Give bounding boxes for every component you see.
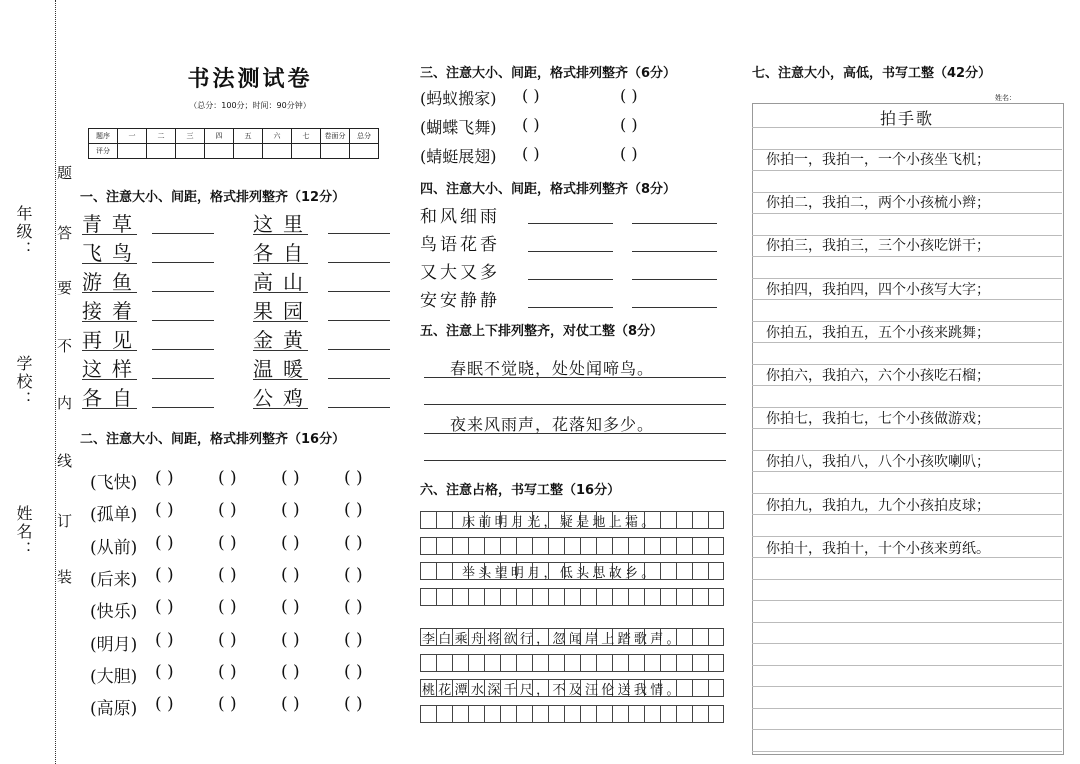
poem-line: 你拍六，我拍六，六个小孩吃石榴； <box>766 368 990 384</box>
section5-heading: 五、注意上下排列整齐，对仗工整（8分） <box>420 324 664 339</box>
writing-line[interactable] <box>424 460 726 461</box>
ruled-line <box>752 751 1062 752</box>
grid-cell[interactable] <box>532 705 548 723</box>
grid-cell[interactable] <box>708 511 724 529</box>
grid-cell[interactable] <box>484 588 500 606</box>
writing-blank[interactable] <box>152 232 214 234</box>
ruled-line <box>752 686 1062 687</box>
grid-cell[interactable] <box>580 705 596 723</box>
grid-cell[interactable] <box>436 654 452 672</box>
grid-cell[interactable] <box>676 654 692 672</box>
poem-line: 你拍二，我拍二，两个小孩梳小辫； <box>766 195 990 212</box>
writing-blank[interactable] <box>328 261 390 263</box>
binding-char: 装 <box>57 568 73 586</box>
grid-cell[interactable] <box>532 537 548 555</box>
grid-cell[interactable] <box>420 562 436 580</box>
school-label: 学校： <box>14 355 33 409</box>
score-cell[interactable] <box>118 144 147 159</box>
grid-cell[interactable] <box>452 654 468 672</box>
binding-char: 不 <box>57 337 73 355</box>
answer-parentheses[interactable]: ( ) <box>522 86 540 105</box>
grade-label: 年级： <box>14 205 33 259</box>
grid-cell[interactable] <box>564 537 580 555</box>
grid-cell[interactable] <box>468 705 484 723</box>
grid-cell[interactable] <box>692 705 708 723</box>
grid-cell[interactable] <box>628 654 644 672</box>
score-table <box>88 128 379 159</box>
section4-heading: 四、注意大小、间距，格式排列整齐（8分） <box>420 182 677 197</box>
practice-word: 各自 <box>82 382 137 409</box>
answer-parentheses[interactable]: ( ) <box>281 597 300 618</box>
ruled-line <box>752 256 1062 257</box>
answer-parentheses[interactable]: ( ) <box>281 694 300 715</box>
grid-cell[interactable] <box>692 537 708 555</box>
ruled-line <box>752 579 1062 580</box>
ruled-line <box>752 536 1062 537</box>
practice-word: (快乐) <box>90 602 138 623</box>
grid-cell[interactable] <box>660 588 676 606</box>
practice-word: (高原) <box>90 699 138 720</box>
grid-cell[interactable] <box>628 588 644 606</box>
writing-line[interactable] <box>424 377 726 378</box>
grid-cell[interactable] <box>548 705 564 723</box>
score-header-cell: 二 <box>147 129 176 144</box>
ruled-line <box>752 665 1062 666</box>
grid-cell[interactable] <box>452 705 468 723</box>
answer-parentheses[interactable]: ( ) <box>281 468 300 488</box>
answer-parentheses[interactable]: ( ) <box>218 597 237 618</box>
practice-word: (蚂蚁搬家) <box>420 89 497 108</box>
answer-parentheses[interactable]: ( ) <box>281 661 300 682</box>
answer-parentheses[interactable]: ( ) <box>218 629 237 650</box>
grid-cell[interactable] <box>660 705 676 723</box>
grid-cell[interactable] <box>692 511 708 529</box>
answer-parentheses[interactable]: ( ) <box>281 629 300 650</box>
grid-cell[interactable] <box>436 562 452 580</box>
score-header-cell: 一 <box>118 129 147 144</box>
grid-cell[interactable] <box>596 537 612 555</box>
ruled-line <box>752 493 1062 494</box>
section1-heading: 一、注意大小、间距，格式排列整齐（12分） <box>80 190 346 205</box>
grid-cell[interactable] <box>628 705 644 723</box>
answer-parentheses[interactable]: ( ) <box>218 468 237 488</box>
page-title: 书法测试卷 <box>187 67 313 92</box>
grid-cell[interactable] <box>500 654 516 672</box>
character-grid-row[interactable] <box>420 654 724 672</box>
writing-blank[interactable] <box>528 278 613 280</box>
writing-line[interactable] <box>424 404 726 405</box>
score-header-cell: 总分 <box>350 129 379 144</box>
writing-blank[interactable] <box>328 290 390 292</box>
grid-cell[interactable] <box>596 588 612 606</box>
ruled-line <box>752 643 1062 644</box>
poem-line: 你拍三，我拍三，三个小孩吃饼干； <box>766 238 990 255</box>
section7-name-label: 姓名： <box>995 94 1016 102</box>
writing-blank[interactable] <box>152 319 214 321</box>
score-cell[interactable] <box>350 144 379 159</box>
score-header-cell: 五 <box>234 129 263 144</box>
grid-cell[interactable] <box>692 628 708 646</box>
character-grid-row[interactable] <box>420 537 724 555</box>
grid-cell[interactable] <box>484 537 500 555</box>
grid-cell[interactable] <box>612 537 628 555</box>
grid-cell[interactable] <box>580 588 596 606</box>
grid-cell[interactable] <box>708 628 724 646</box>
answer-parentheses[interactable]: ( ) <box>620 144 638 163</box>
grid-cell[interactable] <box>436 511 452 529</box>
score-cell[interactable] <box>263 144 292 159</box>
grid-cell[interactable] <box>692 562 708 580</box>
grid-cell[interactable] <box>516 654 532 672</box>
answer-parentheses[interactable]: ( ) <box>155 661 174 682</box>
grid-cell[interactable] <box>500 537 516 555</box>
practice-word: 公鸡 <box>253 382 308 409</box>
grid-cell[interactable] <box>676 537 692 555</box>
binding-char: 订 <box>57 512 73 530</box>
grid-cell[interactable] <box>548 537 564 555</box>
grid-cell[interactable] <box>468 588 484 606</box>
practice-word: 接着 <box>82 295 137 322</box>
practice-word: 各自 <box>253 237 308 264</box>
writing-blank[interactable] <box>152 377 214 379</box>
writing-blank[interactable] <box>632 278 717 280</box>
section5-line: 春眠不觉晓，处处闻啼鸟。 <box>450 359 655 378</box>
score-header-cell: 卷面分 <box>321 129 350 144</box>
grid-cell[interactable] <box>692 679 708 697</box>
answer-parentheses[interactable]: ( ) <box>344 564 363 585</box>
grid-cell[interactable] <box>580 654 596 672</box>
grid-cell[interactable] <box>644 588 660 606</box>
grid-cell[interactable] <box>708 562 724 580</box>
ruled-line <box>752 170 1062 171</box>
ruled-line <box>752 127 1062 128</box>
grid-cell[interactable] <box>420 654 436 672</box>
writing-blank[interactable] <box>528 222 613 224</box>
practice-word: 青草 <box>82 208 137 235</box>
answer-parentheses[interactable]: ( ) <box>281 564 300 585</box>
practice-word: 这样 <box>82 353 137 380</box>
practice-word: 高山 <box>253 266 308 293</box>
grid-cell[interactable] <box>484 705 500 723</box>
grid-cell[interactable] <box>692 588 708 606</box>
writing-blank[interactable] <box>328 232 390 234</box>
practice-word: 果园 <box>253 295 308 322</box>
grid-cell[interactable] <box>708 679 724 697</box>
answer-parentheses[interactable]: ( ) <box>155 468 174 488</box>
grid-cell[interactable] <box>564 588 580 606</box>
name-label: 姓名： <box>14 505 33 559</box>
ruled-line <box>752 213 1062 214</box>
answer-parentheses[interactable]: ( ) <box>218 694 237 715</box>
grid-cell[interactable] <box>548 654 564 672</box>
practice-word: (孤单) <box>90 505 138 526</box>
poem-line: 你拍十，我拍十，十个小孩来剪纸。 <box>766 540 990 557</box>
binding-char: 要 <box>57 279 73 297</box>
writing-blank[interactable] <box>528 250 613 252</box>
score-cell[interactable] <box>292 144 321 159</box>
score-row-label: 评分 <box>89 144 118 159</box>
answer-parentheses[interactable]: ( ) <box>522 115 540 134</box>
practice-word: (飞快) <box>90 473 138 493</box>
answer-parentheses[interactable]: ( ) <box>218 661 237 682</box>
poem-line: 你拍八，我拍八，八个小孩吹喇叭； <box>766 454 990 471</box>
grid-cell[interactable] <box>660 562 676 580</box>
grid-cell[interactable] <box>500 588 516 606</box>
writing-blank[interactable] <box>328 377 390 379</box>
binding-char: 题 <box>57 164 73 182</box>
practice-word: 这里 <box>253 208 308 235</box>
score-header-cell: 六 <box>263 129 292 144</box>
score-header-cell: 七 <box>292 129 321 144</box>
grid-cell[interactable] <box>516 705 532 723</box>
practice-word: 游鱼 <box>82 266 137 293</box>
practice-word: 和风细雨 <box>420 207 500 227</box>
answer-parentheses[interactable]: ( ) <box>155 597 174 618</box>
writing-blank[interactable] <box>632 222 717 224</box>
grid-cell[interactable] <box>564 705 580 723</box>
practice-word: (从前) <box>90 537 138 558</box>
grid-cell[interactable] <box>676 562 692 580</box>
section5-line: 夜来风雨声，花落知多少。 <box>450 415 655 434</box>
grid-cell[interactable] <box>612 588 628 606</box>
answer-parentheses[interactable]: ( ) <box>344 468 363 488</box>
score-cell[interactable] <box>147 144 176 159</box>
answer-parentheses[interactable]: ( ) <box>344 532 363 553</box>
grid-cell[interactable] <box>436 588 452 606</box>
grid-cell[interactable] <box>644 537 660 555</box>
answer-parentheses[interactable]: ( ) <box>344 629 363 650</box>
writing-blank[interactable] <box>528 306 613 308</box>
grid-cell[interactable] <box>436 537 452 555</box>
writing-blank[interactable] <box>632 250 717 252</box>
grid-cell[interactable] <box>708 705 724 723</box>
poem-line: 你拍七，我拍七，七个小孩做游戏； <box>766 411 990 428</box>
answer-parentheses[interactable]: ( ) <box>281 532 300 553</box>
practice-word: (蜻蜓展翅) <box>420 147 497 166</box>
score-header-cell: 四 <box>205 129 234 144</box>
grid-cell[interactable] <box>516 537 532 555</box>
grid-cell[interactable] <box>692 654 708 672</box>
grid-cell[interactable] <box>612 705 628 723</box>
grid-cell[interactable] <box>596 654 612 672</box>
binding-line <box>55 0 56 764</box>
poem-line: 你拍五，我拍五，五个小孩来跳舞； <box>766 324 990 341</box>
grid-cell[interactable] <box>708 537 724 555</box>
score-cell[interactable] <box>205 144 234 159</box>
grid-cell[interactable] <box>532 654 548 672</box>
practice-word: 鸟语花香 <box>420 235 500 255</box>
grid-cell[interactable] <box>452 588 468 606</box>
answer-parentheses[interactable]: ( ) <box>155 694 174 715</box>
answer-parentheses[interactable]: ( ) <box>620 86 638 105</box>
grid-cell[interactable] <box>484 654 500 672</box>
ruled-line <box>752 385 1062 386</box>
grid-cell[interactable] <box>420 705 436 723</box>
writing-line[interactable] <box>424 433 726 434</box>
grid-cell[interactable] <box>564 654 580 672</box>
writing-blank[interactable] <box>152 406 214 408</box>
practice-word: 又大又多 <box>420 263 500 283</box>
grid-cell[interactable] <box>420 588 436 606</box>
answer-parentheses[interactable]: ( ) <box>155 564 174 585</box>
character-grid-row[interactable] <box>420 705 724 723</box>
grid-cell[interactable] <box>548 588 564 606</box>
writing-blank[interactable] <box>328 348 390 350</box>
grid-cell[interactable] <box>516 588 532 606</box>
grid-cell[interactable] <box>468 537 484 555</box>
character-grid-row[interactable] <box>420 588 724 606</box>
score-cell[interactable] <box>176 144 205 159</box>
grid-cell[interactable] <box>660 511 676 529</box>
grid-cell[interactable] <box>532 588 548 606</box>
writing-blank[interactable] <box>328 406 390 408</box>
grid-cell[interactable] <box>436 705 452 723</box>
page-subtitle: （总分：100分；时间：90分钟） <box>189 101 311 110</box>
grid-cell[interactable] <box>580 537 596 555</box>
answer-parentheses[interactable]: ( ) <box>344 661 363 682</box>
ruled-line <box>752 622 1062 623</box>
answer-parentheses[interactable]: ( ) <box>218 500 237 521</box>
score-cell[interactable] <box>234 144 263 159</box>
ruled-line <box>752 342 1062 343</box>
score-cell[interactable] <box>321 144 350 159</box>
ruled-line <box>752 299 1062 300</box>
practice-word: 金黄 <box>253 324 308 351</box>
grid-cell[interactable] <box>468 654 484 672</box>
grid-poem-line: 李白乘舟将欲行，忽闻岸上踏歌声。 <box>422 632 683 647</box>
section7-heading: 七、注意大小，高低，书写工整（42分） <box>752 66 992 81</box>
answer-parentheses[interactable]: ( ) <box>155 500 174 521</box>
section6-heading: 六、注意占格，书写工整（16分） <box>420 483 621 498</box>
grid-cell[interactable] <box>612 654 628 672</box>
answer-parentheses[interactable]: ( ) <box>620 115 638 134</box>
ruled-line <box>752 600 1062 601</box>
practice-word: 安安静静 <box>420 291 500 311</box>
grid-cell[interactable] <box>676 511 692 529</box>
grid-cell[interactable] <box>644 705 660 723</box>
grid-cell[interactable] <box>676 705 692 723</box>
practice-word: (大胆) <box>90 666 138 687</box>
grid-cell[interactable] <box>628 537 644 555</box>
grid-cell[interactable] <box>660 654 676 672</box>
answer-parentheses[interactable]: ( ) <box>281 500 300 521</box>
section2-heading: 二、注意大小、间距，格式排列整齐（16分） <box>80 432 346 447</box>
grid-cell[interactable] <box>500 705 516 723</box>
writing-blank[interactable] <box>152 348 214 350</box>
grid-poem-line: 床前明月光，疑是地上霜。 <box>462 515 658 530</box>
grid-cell[interactable] <box>420 511 436 529</box>
section3-heading: 三、注意大小、间距，格式排列整齐（6分） <box>420 66 677 81</box>
answer-parentheses[interactable]: ( ) <box>155 532 174 553</box>
ruled-line <box>752 708 1062 709</box>
grid-cell[interactable] <box>708 588 724 606</box>
grid-cell[interactable] <box>452 537 468 555</box>
score-header-cell: 题序 <box>89 129 118 144</box>
writing-blank[interactable] <box>328 319 390 321</box>
ruled-line <box>752 729 1062 730</box>
answer-parentheses[interactable]: ( ) <box>522 144 540 163</box>
binding-char: 答 <box>57 224 73 242</box>
answer-parentheses[interactable]: ( ) <box>155 629 174 650</box>
poem-line: 你拍一，我拍一，一个小孩坐飞机； <box>766 152 990 168</box>
practice-word: (后来) <box>90 569 138 590</box>
practice-word: 再见 <box>82 324 137 351</box>
score-header-cell: 三 <box>176 129 205 144</box>
writing-blank[interactable] <box>152 261 214 263</box>
writing-blank[interactable] <box>632 306 717 308</box>
poem-line: 你拍四，我拍四，四个小孩写大字； <box>766 281 990 298</box>
answer-parentheses[interactable]: ( ) <box>218 532 237 553</box>
binding-char: 内 <box>57 394 73 412</box>
answer-parentheses[interactable]: ( ) <box>344 500 363 521</box>
practice-word: 温暖 <box>253 353 308 380</box>
ruled-line <box>752 450 1062 451</box>
practice-word: (明月) <box>90 634 138 655</box>
poem-line: 你拍九，我拍九，九个小孩拍皮球； <box>766 497 990 514</box>
grid-cell[interactable] <box>596 705 612 723</box>
practice-word: (蝴蝶飞舞) <box>420 118 497 137</box>
grid-poem-line: 举头望明月，低头思故乡。 <box>462 566 658 581</box>
grid-poem-line: 桃花潭水深千尺，不及汪伦送我情。 <box>422 683 683 698</box>
grid-cell[interactable] <box>708 654 724 672</box>
poem-title: 拍手歌 <box>880 109 935 128</box>
answer-parentheses[interactable]: ( ) <box>344 694 363 715</box>
practice-word: 飞鸟 <box>82 237 137 264</box>
answer-parentheses[interactable]: ( ) <box>218 564 237 585</box>
answer-parentheses[interactable]: ( ) <box>344 597 363 618</box>
binding-char: 线 <box>57 452 73 470</box>
grid-cell[interactable] <box>420 537 436 555</box>
grid-cell[interactable] <box>676 588 692 606</box>
writing-blank[interactable] <box>152 290 214 292</box>
grid-cell[interactable] <box>644 654 660 672</box>
grid-cell[interactable] <box>660 537 676 555</box>
